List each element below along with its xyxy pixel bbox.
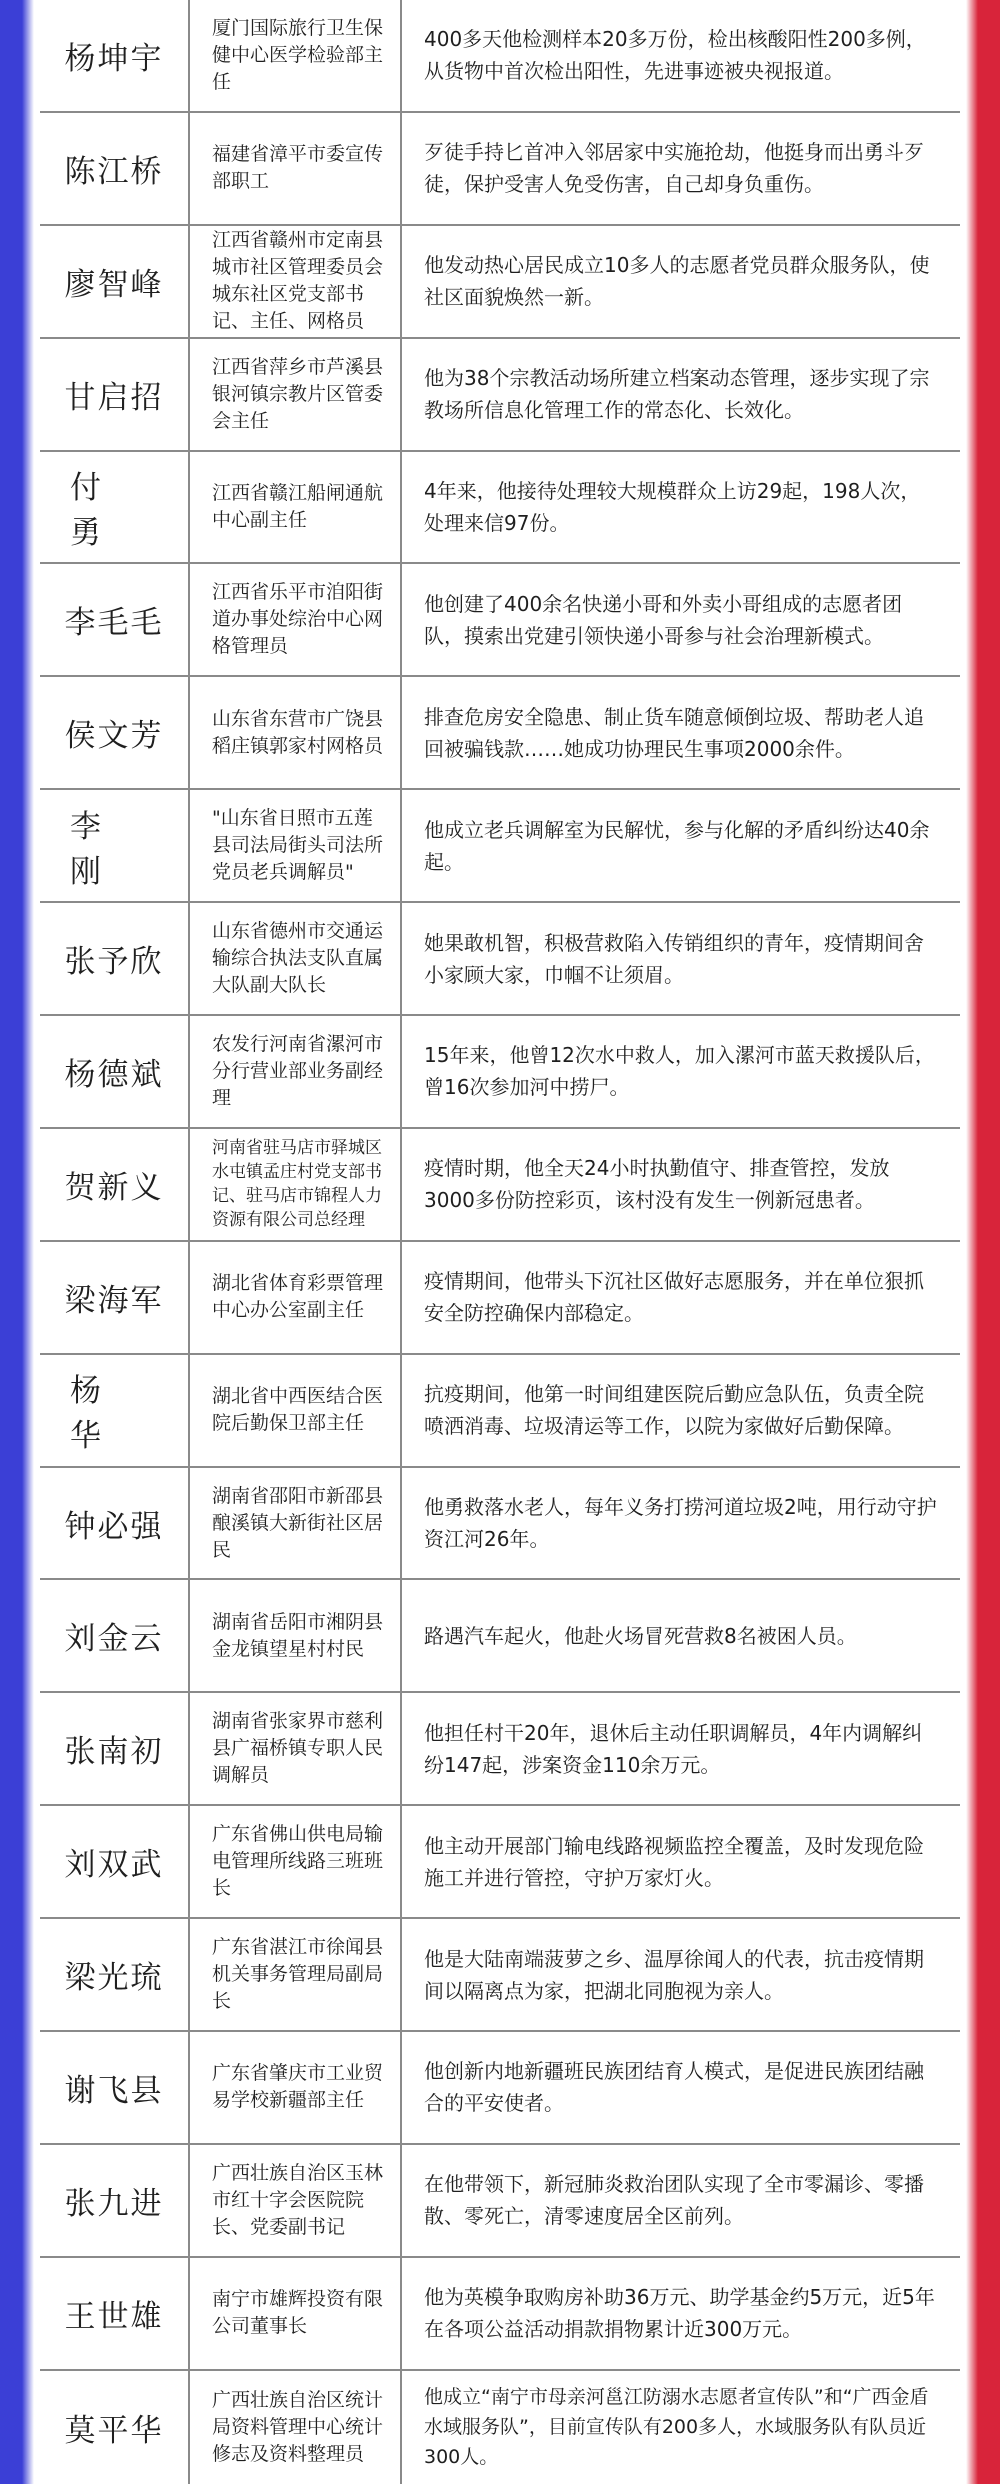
work-unit: 广东省肇庆市工业贸易学校新疆部主任	[190, 2032, 402, 2143]
person-name: 陈江桥	[40, 113, 190, 224]
deed-description: 4年来，他接待处理较大规模群众上访29起，198人次，处理来信97份。	[424, 479, 921, 535]
honor-roll-table	[40, 0, 960, 2484]
person-name: 杨德斌	[40, 1016, 190, 1127]
work-unit: 湖南省邵阳市新邵县酿溪镇大新街社区居民	[190, 1468, 402, 1579]
table-row	[40, 2032, 960, 2145]
work-unit: 厦门国际旅行卫生保健中心医学检验部主任	[190, 0, 402, 111]
deed-description: 排查危房安全隐患、制止货车随意倾倒垃圾、帮助老人追回被骗钱款……她成功协理民生事项2000余件。	[424, 704, 924, 761]
person-name: 刘双武	[40, 1806, 190, 1917]
deed-description: 他勇救落水老人，每年义务打捞河道垃圾2吨，用行动守护资江河26年。	[424, 1495, 937, 1552]
deed-description: 路遇汽车起火，他赴火场冒死营救8名被困人员。	[424, 1623, 857, 1648]
table-row	[40, 2371, 960, 2484]
deed-description: 400多天他检测样本20多万份，检出核酸阳性200多例，从货物中首次检出阳性，先进事迹被央视报道。	[424, 27, 926, 84]
table-row	[40, 903, 960, 1016]
person-name: 杨坤宇	[40, 0, 190, 111]
person-name: 王世雄	[40, 2258, 190, 2369]
deed-description: 歹徒手持匕首冲入邻居家中实施抢劫，他挺身而出勇斗歹徒，保护受害人免受伤害，自己却身负重伤。	[424, 140, 924, 197]
deed-description: 他发动热心居民成立10多人的志愿者党员群众服务队，使社区面貌焕然一新。	[424, 253, 930, 310]
table-row	[40, 113, 960, 226]
work-unit: 山东省德州市交通运输综合执法支队直属大队副大队长	[190, 903, 402, 1014]
person-name: 甘启招	[40, 339, 190, 450]
person-name: 张南初	[40, 1693, 190, 1804]
table-row	[40, 339, 960, 452]
deed-description: 抗疫期间，他第一时间组建医院后勤应急队伍，负责全院喷洒消毒、垃圾清运等工作，以院为家做好后勤保障。	[424, 1382, 924, 1439]
table-row	[40, 1919, 960, 2032]
deed-description: 他成立“南宁市母亲河邕江防溺水志愿者宣传队”和“广西金盾水域服务队”，目前宣传队有200多人，水域服务队有队员近300人。	[424, 2386, 929, 2469]
deed-description: 他成立老兵调解室为民解忧，参与化解的矛盾纠纷达40余起。	[424, 817, 930, 874]
work-unit: 河南省驻马店市驿城区水屯镇孟庄村党支部书记、驻马店市锦程人力资源有限公司总经理	[190, 1129, 402, 1240]
work-unit: "山东省日照市五莲县司法局街头司法所党员老兵调解员"	[190, 790, 402, 901]
work-unit: 湖南省岳阳市湘阴县金龙镇望星村村民	[190, 1580, 402, 1691]
work-unit: 江西省赣江船闸通航中心副主任	[190, 452, 402, 563]
person-name: 付勇	[40, 452, 190, 563]
table-row	[40, 226, 960, 339]
work-unit: 广东省佛山供电局输电管理所线路三班班长	[190, 1806, 402, 1917]
table-row	[40, 677, 960, 790]
deed-description: 在他带领下，新冠肺炎救治团队实现了全市零漏诊、零播散、零死亡，清零速度居全区前列。	[424, 2172, 924, 2229]
table-row	[40, 452, 960, 565]
deed-description: 15年来，他曾12次水中救人，加入漯河市蓝天救援队后，曾16次参加河中捞尸。	[424, 1043, 935, 1100]
deed-description: 他主动开展部门输电线路视频监控全覆盖，及时发现危险施工并进行管控，守护万家灯火。	[424, 1833, 924, 1890]
person-name: 钟必强	[40, 1468, 190, 1579]
work-unit: 江西省萍乡市芦溪县银河镇宗教片区管委会主任	[190, 339, 402, 450]
person-name: 梁光琉	[40, 1919, 190, 2030]
table-row	[40, 2258, 960, 2371]
table-row	[40, 1016, 960, 1129]
table-row	[40, 564, 960, 677]
person-name: 李毛毛	[40, 564, 190, 675]
table-row	[40, 1580, 960, 1693]
work-unit: 湖北省中西医结合医院后勤保卫部主任	[190, 1355, 402, 1466]
table-row	[40, 790, 960, 903]
deed-description: 他是大陆南端菠萝之乡、温厚徐闻人的代表，抗击疫情期间以隔离点为家，把湖北同胞视为亲人。	[424, 1946, 924, 2003]
deed-description: 他为38个宗教活动场所建立档案动态管理，逐步实现了宗教场所信息化管理工作的常态化、长效化。	[424, 366, 930, 423]
work-unit: 福建省漳平市委宣传部职工	[190, 113, 402, 224]
work-unit: 湖南省张家界市慈利县广福桥镇专职人民调解员	[190, 1693, 402, 1804]
table-row	[40, 1129, 960, 1242]
table-row	[40, 1468, 960, 1581]
deed-description: 疫情时期，他全天24小时执勤值守、排查管控，发放3000多份防控彩页，该村没有发生一例新冠患者。	[424, 1156, 890, 1213]
table-row	[40, 2145, 960, 2258]
deed-description: 她果敢机智，积极营救陷入传销组织的青年，疫情期间舍小家顾大家，巾帼不让须眉。	[424, 930, 924, 987]
person-name: 杨华	[40, 1355, 190, 1466]
person-name: 莫平华	[40, 2371, 190, 2484]
person-name: 李刚	[40, 790, 190, 901]
person-name: 张予欣	[40, 903, 190, 1014]
table-row	[40, 1242, 960, 1355]
person-name: 侯文芳	[40, 677, 190, 788]
table-row	[40, 1355, 960, 1468]
work-unit: 南宁市雄辉投资有限公司董事长	[190, 2258, 402, 2369]
work-unit: 江西省赣州市定南县城市社区管理委员会城东社区党支部书记、主任、网格员	[190, 226, 402, 337]
table-row	[40, 0, 960, 113]
deed-description: 疫情期间，他带头下沉社区做好志愿服务，并在单位狠抓安全防控确保内部稳定。	[424, 1269, 924, 1326]
work-unit: 江西省乐平市洎阳街道办事处综治中心网格管理员	[190, 564, 402, 675]
work-unit: 广西壮族自治区玉林市红十字会医院院长、党委副书记	[190, 2145, 402, 2256]
person-name: 张九进	[40, 2145, 190, 2256]
deed-description: 他担任村干20年，退休后主动任职调解员，4年内调解纠纷147起，涉案资金110余万元。	[424, 1720, 923, 1777]
person-name: 谢飞县	[40, 2032, 190, 2143]
work-unit: 山东省东营市广饶县稻庄镇郭家村网格员	[190, 677, 402, 788]
deed-description: 他为英模争取购房补助36万元、助学基金约5万元，近5年在各项公益活动捐款捐物累计近300万元。	[424, 2285, 935, 2342]
deed-description: 他创建了400余名快递小哥和外卖小哥组成的志愿者团队，摸索出党建引领快递小哥参与社会治理新模式。	[424, 591, 903, 648]
work-unit: 农发行河南省漯河市分行营业部业务副经理	[190, 1016, 402, 1127]
deed-description: 他创新内地新疆班民族团结育人模式，是促进民族团结融合的平安使者。	[424, 2059, 924, 2116]
person-name: 梁海军	[40, 1242, 190, 1353]
table-row	[40, 1806, 960, 1919]
work-unit: 广东省湛江市徐闻县机关事务管理局副局长	[190, 1919, 402, 2030]
work-unit: 湖北省体育彩票管理中心办公室副主任	[190, 1242, 402, 1353]
person-name: 刘金云	[40, 1580, 190, 1691]
table-row	[40, 1693, 960, 1806]
person-name: 贺新义	[40, 1129, 190, 1240]
person-name: 廖智峰	[40, 226, 190, 337]
work-unit: 广西壮族自治区统计局资料管理中心统计修志及资料整理员	[190, 2371, 402, 2484]
